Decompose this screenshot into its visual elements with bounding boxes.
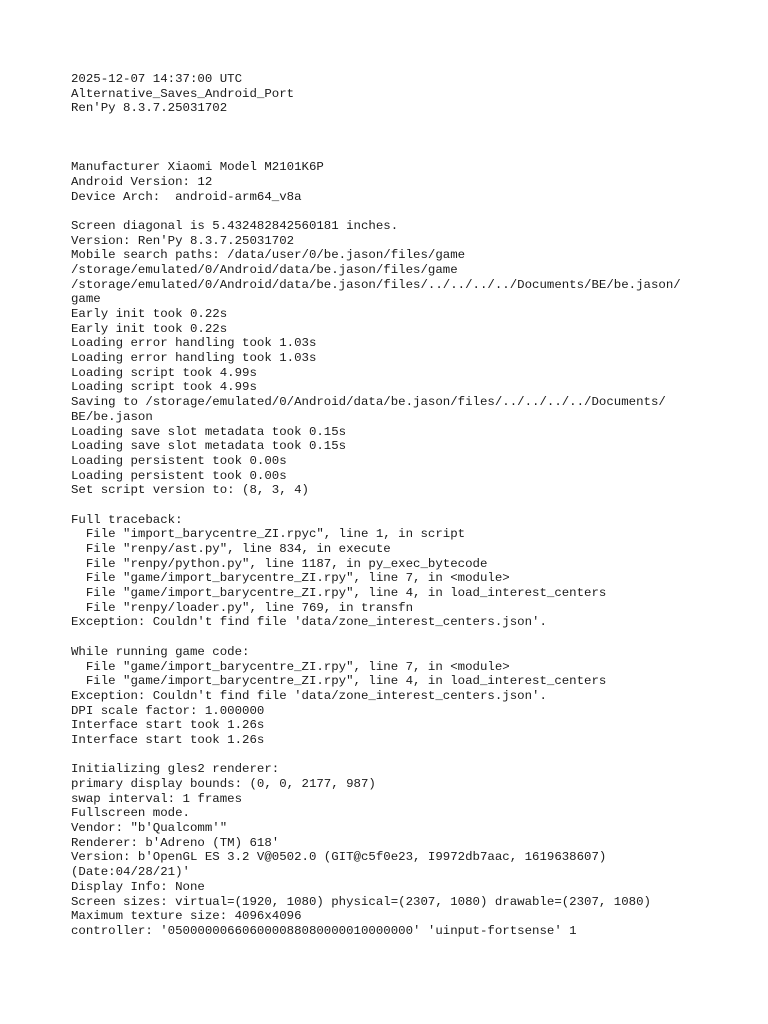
log-line: File "game/import_barycentre_ZI.rpy", line 4, in load_interest_centers <box>71 674 607 689</box>
log-line: File "game/import_barycentre_ZI.rpy", line 7, in <module> <box>71 571 510 586</box>
log-line: Set script version to: (8, 3, 4) <box>71 483 309 498</box>
log-line: /storage/emulated/0/Android/data/be.jason/files/game <box>71 262 458 277</box>
log-line: Fullscreen mode. <box>71 806 190 821</box>
log-line: Initializing gles2 renderer: <box>71 762 280 777</box>
log-line: Interface start took 1.26s <box>71 732 265 747</box>
log-line <box>71 145 751 160</box>
log-line: Loading error handling took 1.03s <box>71 351 317 366</box>
log-line: Mobile search paths: /data/user/0/be.jason/files/game <box>71 248 466 263</box>
log-line: Android Version: 12 <box>71 174 213 189</box>
log-line: Saving to /storage/emulated/0/Android/data/be.jason/files/../../../../Documents/ <box>71 395 666 410</box>
log-line: File "game/import_barycentre_ZI.rpy", line 7, in <module> <box>71 659 510 674</box>
log-line: File "renpy/python.py", line 1187, in py_exec_bytecode <box>71 556 488 571</box>
log-line: Early init took 0.22s <box>71 307 228 321</box>
log-line: File "game/import_barycentre_ZI.rpy", line 4, in load_interest_centers <box>71 586 607 601</box>
log-line: Device Arch: android-arm64_v8a <box>71 189 302 204</box>
log-line: Loading save slot metadata took 0.15s <box>71 424 347 439</box>
log-line: Ren'Py 8.3.7.25031702 <box>71 101 228 116</box>
log-line: DPI scale factor: 1.000000 <box>71 703 265 718</box>
log-line: primary display bounds: (0, 0, 2177, 987) <box>71 777 376 791</box>
log-line: Version: Ren'Py 8.3.7.25031702 <box>71 233 295 248</box>
log-line: File "renpy/ast.py", line 834, in execute <box>71 542 391 556</box>
log-line: Vendor: "b'Qualcomm'" <box>71 821 228 836</box>
log-line: 2025-12-07 14:37:00 UTC <box>71 72 243 86</box>
log-line: While running game code: <box>71 644 250 659</box>
log-line: Alternative_Saves_Android_Port <box>71 86 295 101</box>
log-line: Loading persistent took 0.00s <box>71 468 287 483</box>
log-line: Display Info: None <box>71 879 205 894</box>
log-line <box>71 204 751 219</box>
log-line: Exception: Couldn't find file 'data/zone_interest_centers.json'. <box>71 615 547 630</box>
log-line: Screen sizes: virtual=(1920, 1080) physical=(2307, 1080) drawable=(2307, 1080) <box>71 894 651 909</box>
log-line: game <box>71 292 101 307</box>
log-line: Exception: Couldn't find file 'data/zone_interest_centers.json'. <box>71 688 547 703</box>
log-line: Early init took 0.22s <box>71 321 228 336</box>
log-line <box>71 630 751 645</box>
log-line: (Date:04/28/21)' <box>71 865 190 880</box>
log-line: Full traceback: <box>71 512 183 527</box>
log-line: Loading script took 4.99s <box>71 380 257 395</box>
log-line: Renderer: b'Adreno (TM) 618' <box>71 835 280 850</box>
log-line: Loading persistent took 0.00s <box>71 453 287 468</box>
log-line <box>71 116 751 131</box>
log-line: /storage/emulated/0/Android/data/be.jason/files/../../../../Documents/BE/be.jason/ <box>71 277 681 292</box>
log-line: Loading save slot metadata took 0.15s <box>71 439 347 454</box>
log-line: Loading script took 4.99s <box>71 365 257 380</box>
log-text <box>71 72 751 939</box>
log-line: BE/be.jason <box>71 409 153 424</box>
log-line: controller: '050000006606000088080000010000000' 'uinput-fortsense' 1 <box>71 923 577 938</box>
log-line <box>71 498 751 513</box>
log-line: Manufacturer Xiaomi Model M2101K6P <box>71 160 324 175</box>
log-line <box>71 748 751 763</box>
log-line: Interface start took 1.26s <box>71 718 265 733</box>
log-line: Loading error handling took 1.03s <box>71 336 317 351</box>
log-line: Maximum texture size: 4096x4096 <box>71 909 302 924</box>
log-line: File "renpy/loader.py", line 769, in transfn <box>71 600 414 615</box>
log-line <box>71 131 751 146</box>
log-line: swap interval: 1 frames <box>71 791 243 806</box>
log-line: Screen diagonal is 5.432482842560181 inches. <box>71 218 399 233</box>
log-line: File "import_barycentre_ZI.rpyc", line 1, in script <box>71 527 466 542</box>
log-line: Version: b'OpenGL ES 3.2 V@0502.0 (GIT@c5f0e23, I9972db7aac, 1619638607) <box>71 850 607 865</box>
